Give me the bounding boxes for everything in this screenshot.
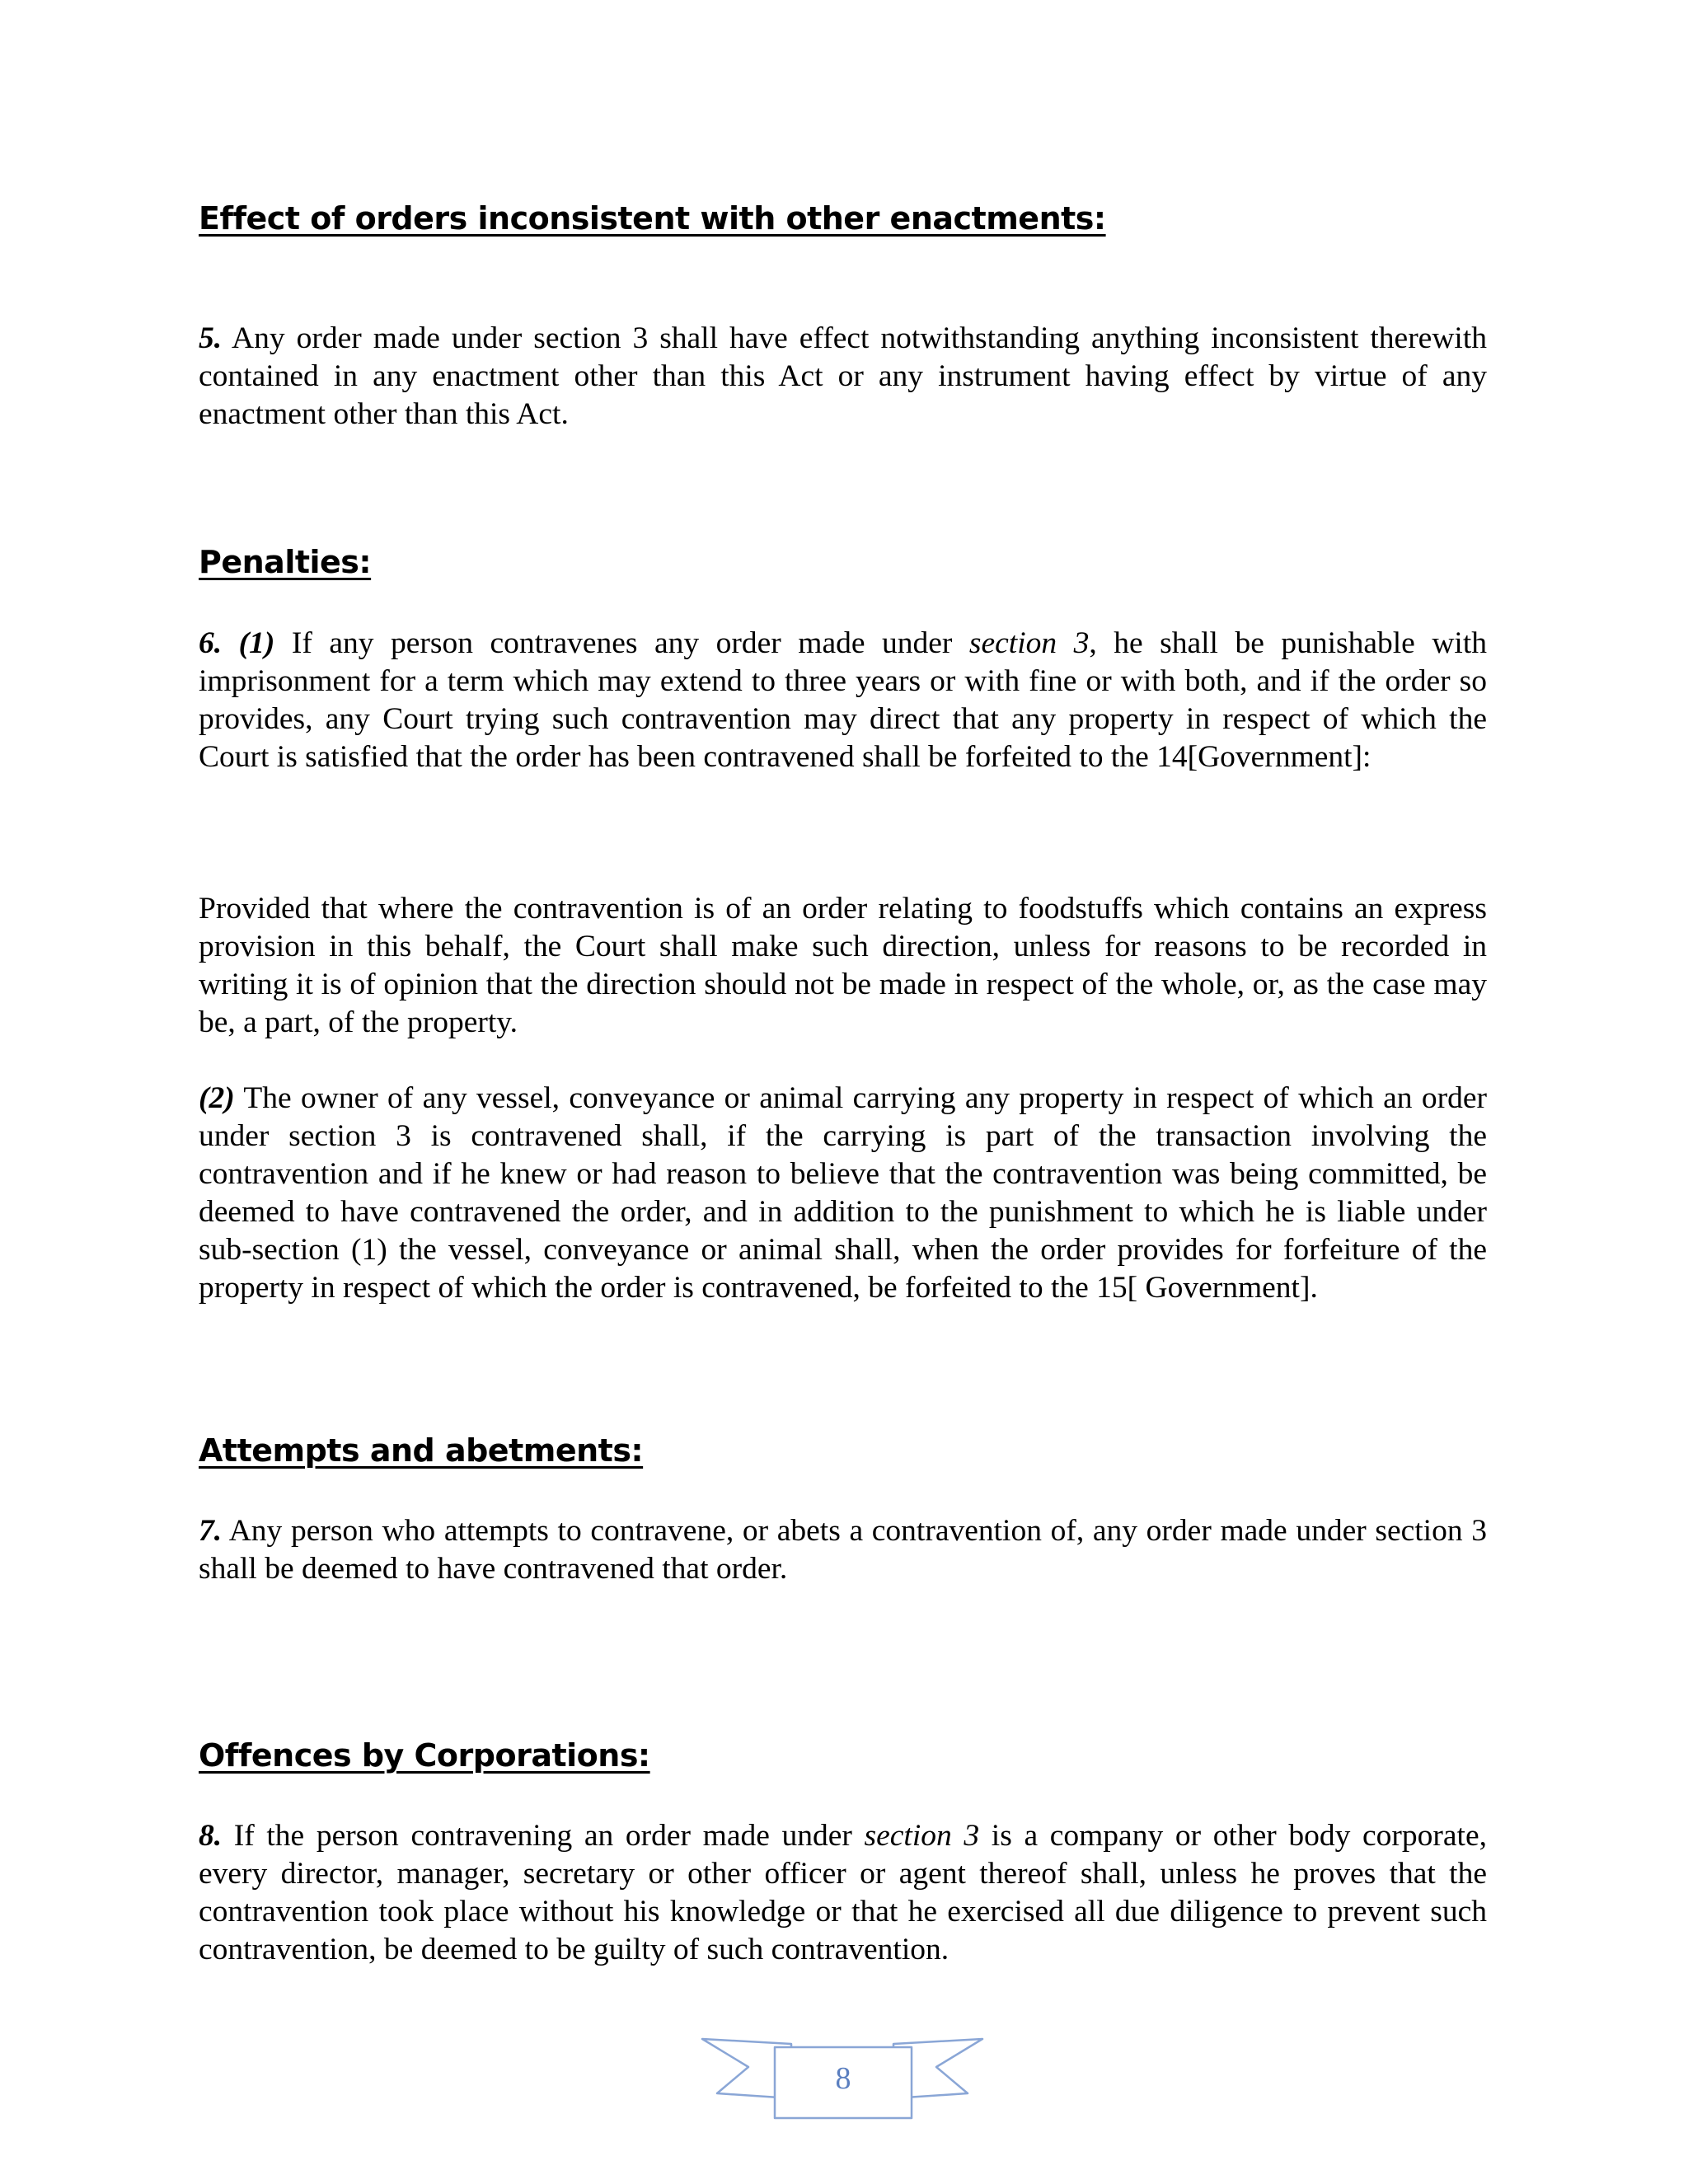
heading-section-5: Effect of orders inconsistent with other enactments: bbox=[199, 200, 1106, 237]
section-8-paragraph bbox=[199, 1817, 1487, 1969]
section-7-paragraph bbox=[199, 1512, 1487, 1588]
section-6-2-number: (2) bbox=[199, 1081, 235, 1115]
section-6-2-text: The owner of any vessel, conveyance or animal carrying any property in respect of which an order under section 3 is contravened shall, if the carrying is part of the transaction involving the contravention and if he knew or had reason to believe that the contravention was being committed, be deemed to have contravened the order, and in addition to the punishment to which he is liable under sub-section (1) the vessel, conveyance or animal shall, when the order provides for forfeiture of the property in respect of which the order is contravened, be forfeited to the 15[ Government]. bbox=[199, 1081, 1487, 1305]
section-6-2-paragraph bbox=[199, 1080, 1487, 1307]
section-6-1-text-a: If any person contravenes any order made under bbox=[291, 626, 953, 660]
section-6-1-reference: section 3 bbox=[968, 626, 1090, 660]
section-7-text: Any person who attempts to contravene, or abets a contravention of, any order made under section 3 shall be deemed to have contravened that order. bbox=[199, 1514, 1487, 1586]
heading-penalties: Penalties: bbox=[199, 544, 372, 580]
heading-offences-by-corporations: Offences by Corporations: bbox=[199, 1737, 650, 1774]
section-6-proviso: Provided that where the contravention is of an order relating to foodstuffs which contains an express provision in this behalf, the Court shall make such direction, unless for reasons to be recorded in writing it is of opinion that the direction should not be made in respect of the whole, or, as the case may be, a part, of the property. bbox=[199, 892, 1487, 1039]
section-8-reference: section 3 bbox=[864, 1819, 980, 1853]
section-8-text-b: is a company or other body corporate, every director, manager, secretary or other officer or agent thereof shall, unless he proves that the contravention took place without his knowledge or that he exercised all due diligence to prevent such contravention, be deemed to be guilty of such contravention. bbox=[199, 1819, 1487, 1966]
section-6-1-paragraph bbox=[199, 625, 1487, 776]
section-8-number: 8. bbox=[199, 1819, 223, 1853]
section-5-text: Any order made under section 3 shall have effect notwithstanding anything inconsistent therewith contained in any enactment other than this Act or any instrument having effect by virtue of any enactment other than this Act. bbox=[199, 321, 1487, 431]
section-6-1-number: 6. (1) bbox=[199, 626, 275, 660]
section-6-1-text-b: , he shall be punishable with imprisonment for a term which may extend to three years or with fine or with both, and if the order so provides, any Court trying such contravention may direct that any property in respect of which the Court is satisfied that the order has been contravened shall be forfeited to the 14[Government]: bbox=[199, 626, 1487, 774]
section-8-text-a: If the person contravening an order made under bbox=[233, 1819, 852, 1853]
section-7-number: 7. bbox=[199, 1514, 223, 1548]
section-5-number: 5. bbox=[199, 321, 223, 355]
heading-attempts-abetments: Attempts and abetments: bbox=[199, 1432, 644, 1469]
section-5-paragraph bbox=[199, 320, 1487, 434]
page-number: 8 bbox=[835, 2061, 851, 2096]
